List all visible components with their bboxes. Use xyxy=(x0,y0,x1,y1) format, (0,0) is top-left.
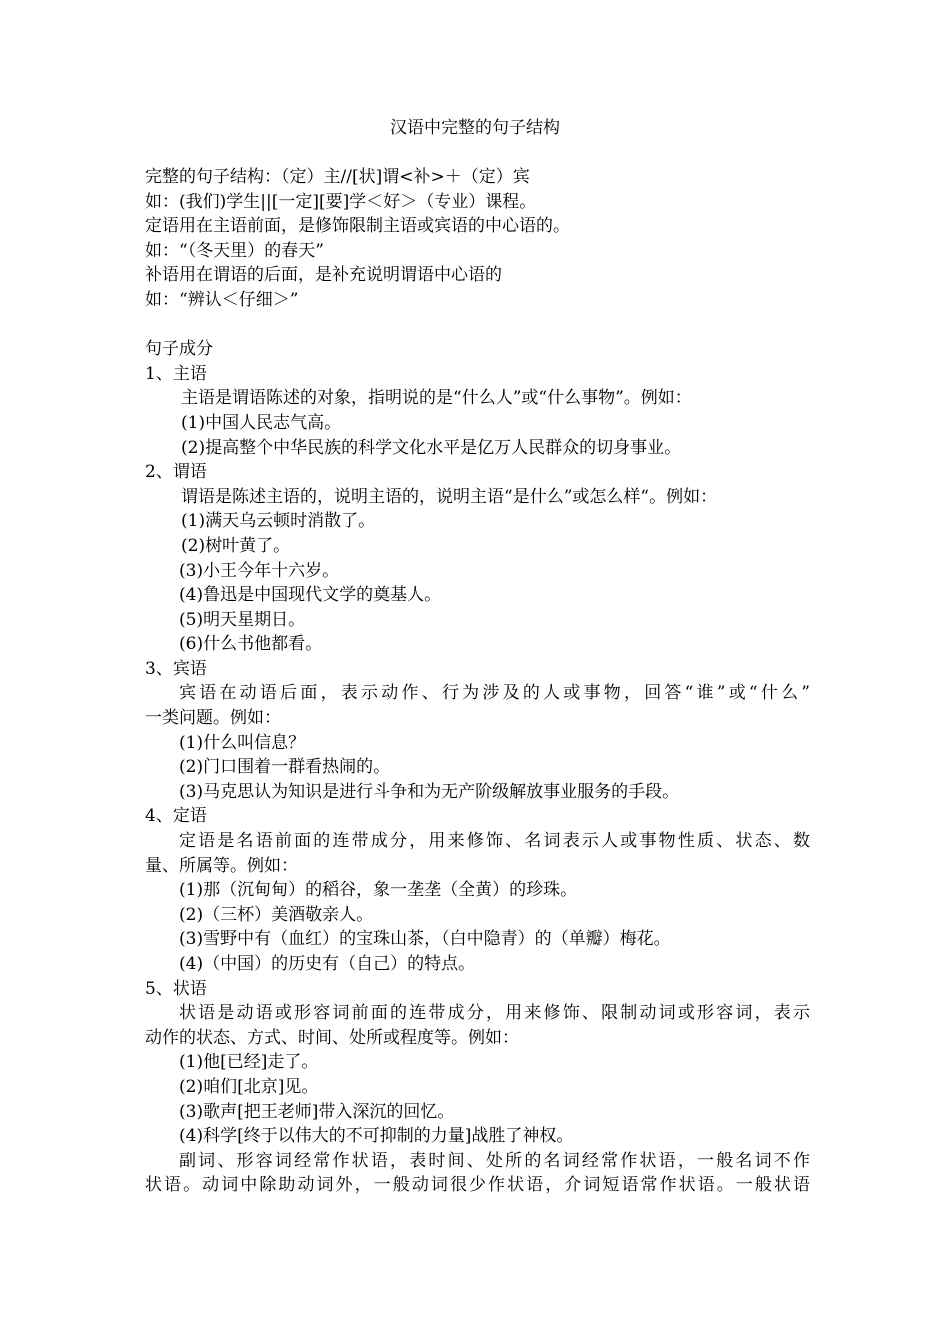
example-line: (2)门口围着一群看热闹的。 xyxy=(179,757,391,778)
intro-line: 如：“（冬天里）的春天” xyxy=(145,240,324,261)
example-line: (4)科学[终于以伟大的不可抑制的力量]战胜了神权。 xyxy=(179,1126,574,1147)
section-heading: 4、定语 xyxy=(145,806,207,827)
components-heading: 句子成分 xyxy=(145,339,213,360)
example-line: (2)咱们[北京]见。 xyxy=(179,1076,319,1097)
section-text: 主语是谓语陈述的对象，指明说的是“什么人”或“什么事物”。例如： xyxy=(181,388,692,409)
section-text: 谓语是陈述主语的，说明主语的，说明主语“是什么”或怎么样“。例如： xyxy=(181,486,718,507)
section-adverbial xyxy=(145,977,810,1198)
example-line: (3)马克思认为知识是进行斗争和为无产阶级解放事业服务的手段。 xyxy=(179,781,680,802)
example-line: (1)满天乌云顿时消散了。 xyxy=(181,511,376,532)
section-text: 动作的状态、方式、时间、处所或程度等。例如： xyxy=(145,1027,519,1048)
section-text: 状语。动词中除助动词外，一般动词很少作状语，介词短语常作状语。一般状语 xyxy=(145,1175,810,1196)
example-line: (3)雪野中有（血红）的宝珠山茶，（白中隐青）的（单瓣）梅花。 xyxy=(179,929,671,950)
section-text: 状语是动语或形容词前面的连带成分，用来修饰、限制动词或形容词，表示 xyxy=(179,1003,810,1024)
intro-line: 如：“辨认＜仔细＞” xyxy=(145,289,299,310)
section-heading: 1、主语 xyxy=(145,363,207,384)
document-title: 汉语中完整的句子结构 xyxy=(390,118,560,138)
intro-line: 补语用在谓语的后面，是补充说明谓语中心语的 xyxy=(145,265,502,286)
section-heading: 5、状语 xyxy=(145,978,207,999)
section-text: 量、所属等。例如： xyxy=(145,855,298,876)
section-heading: 2、谓语 xyxy=(145,462,207,483)
section-object xyxy=(145,657,810,805)
example-line: (4)鲁迅是中国现代文学的奠基人。 xyxy=(179,585,442,606)
intro-line: 定语用在主语前面，是修饰限制主语或宾语的中心语的。 xyxy=(145,216,570,237)
example-line: (3)小王今年十六岁。 xyxy=(179,560,340,581)
example-line: (5)明天星期日。 xyxy=(179,609,306,630)
intro-line: 完整的句子结构：（定）主//[状]谓<补>＋（定）宾 xyxy=(145,167,530,187)
example-line: (1)那（沉甸甸）的稻谷，象一垄垄（全黄）的珍珠。 xyxy=(179,880,578,901)
example-line: (1)中国人民志气高。 xyxy=(181,412,342,433)
intro-block xyxy=(145,165,810,313)
example-line: (1)他[已经]走了。 xyxy=(179,1052,319,1073)
section-subject xyxy=(145,362,810,460)
intro-line: 如：(我们)学生||[一定][要]学＜好＞（专业）课程。 xyxy=(145,191,537,212)
example-line: (6)什么书他都看。 xyxy=(179,634,323,655)
example-line: (2)提高整个中华民族的科学文化水平是亿万人民群众的切身事业。 xyxy=(181,437,682,458)
section-text: 定语是名语前面的连带成分，用来修饰、名词表示人或事物性质、状态、数 xyxy=(179,831,810,852)
example-line: (3)歌声[把王老师]带入深沉的回忆。 xyxy=(179,1101,455,1122)
section-heading: 3、宾语 xyxy=(145,658,207,679)
example-line: (1)什么叫信息？ xyxy=(179,732,306,753)
example-line: (4)（中国）的历史有（自己）的特点。 xyxy=(179,954,476,974)
section-predicate xyxy=(145,460,810,657)
section-text: 一类问题。例如： xyxy=(145,708,281,729)
example-line: (2)（三杯）美酒敬亲人。 xyxy=(179,904,374,925)
document-body xyxy=(145,165,810,1198)
example-line: (2)树叶黄了。 xyxy=(181,535,291,556)
section-text: 宾语在动语后面，表示动作、行为涉及的人或事物，回答“谁”或“什么” xyxy=(179,683,810,704)
blank-line xyxy=(145,313,810,338)
section-attributive xyxy=(145,804,810,976)
section-text: 副词、形容词经常作状语，表时间、处所的名词经常作状语，一般名词不作 xyxy=(179,1150,810,1171)
